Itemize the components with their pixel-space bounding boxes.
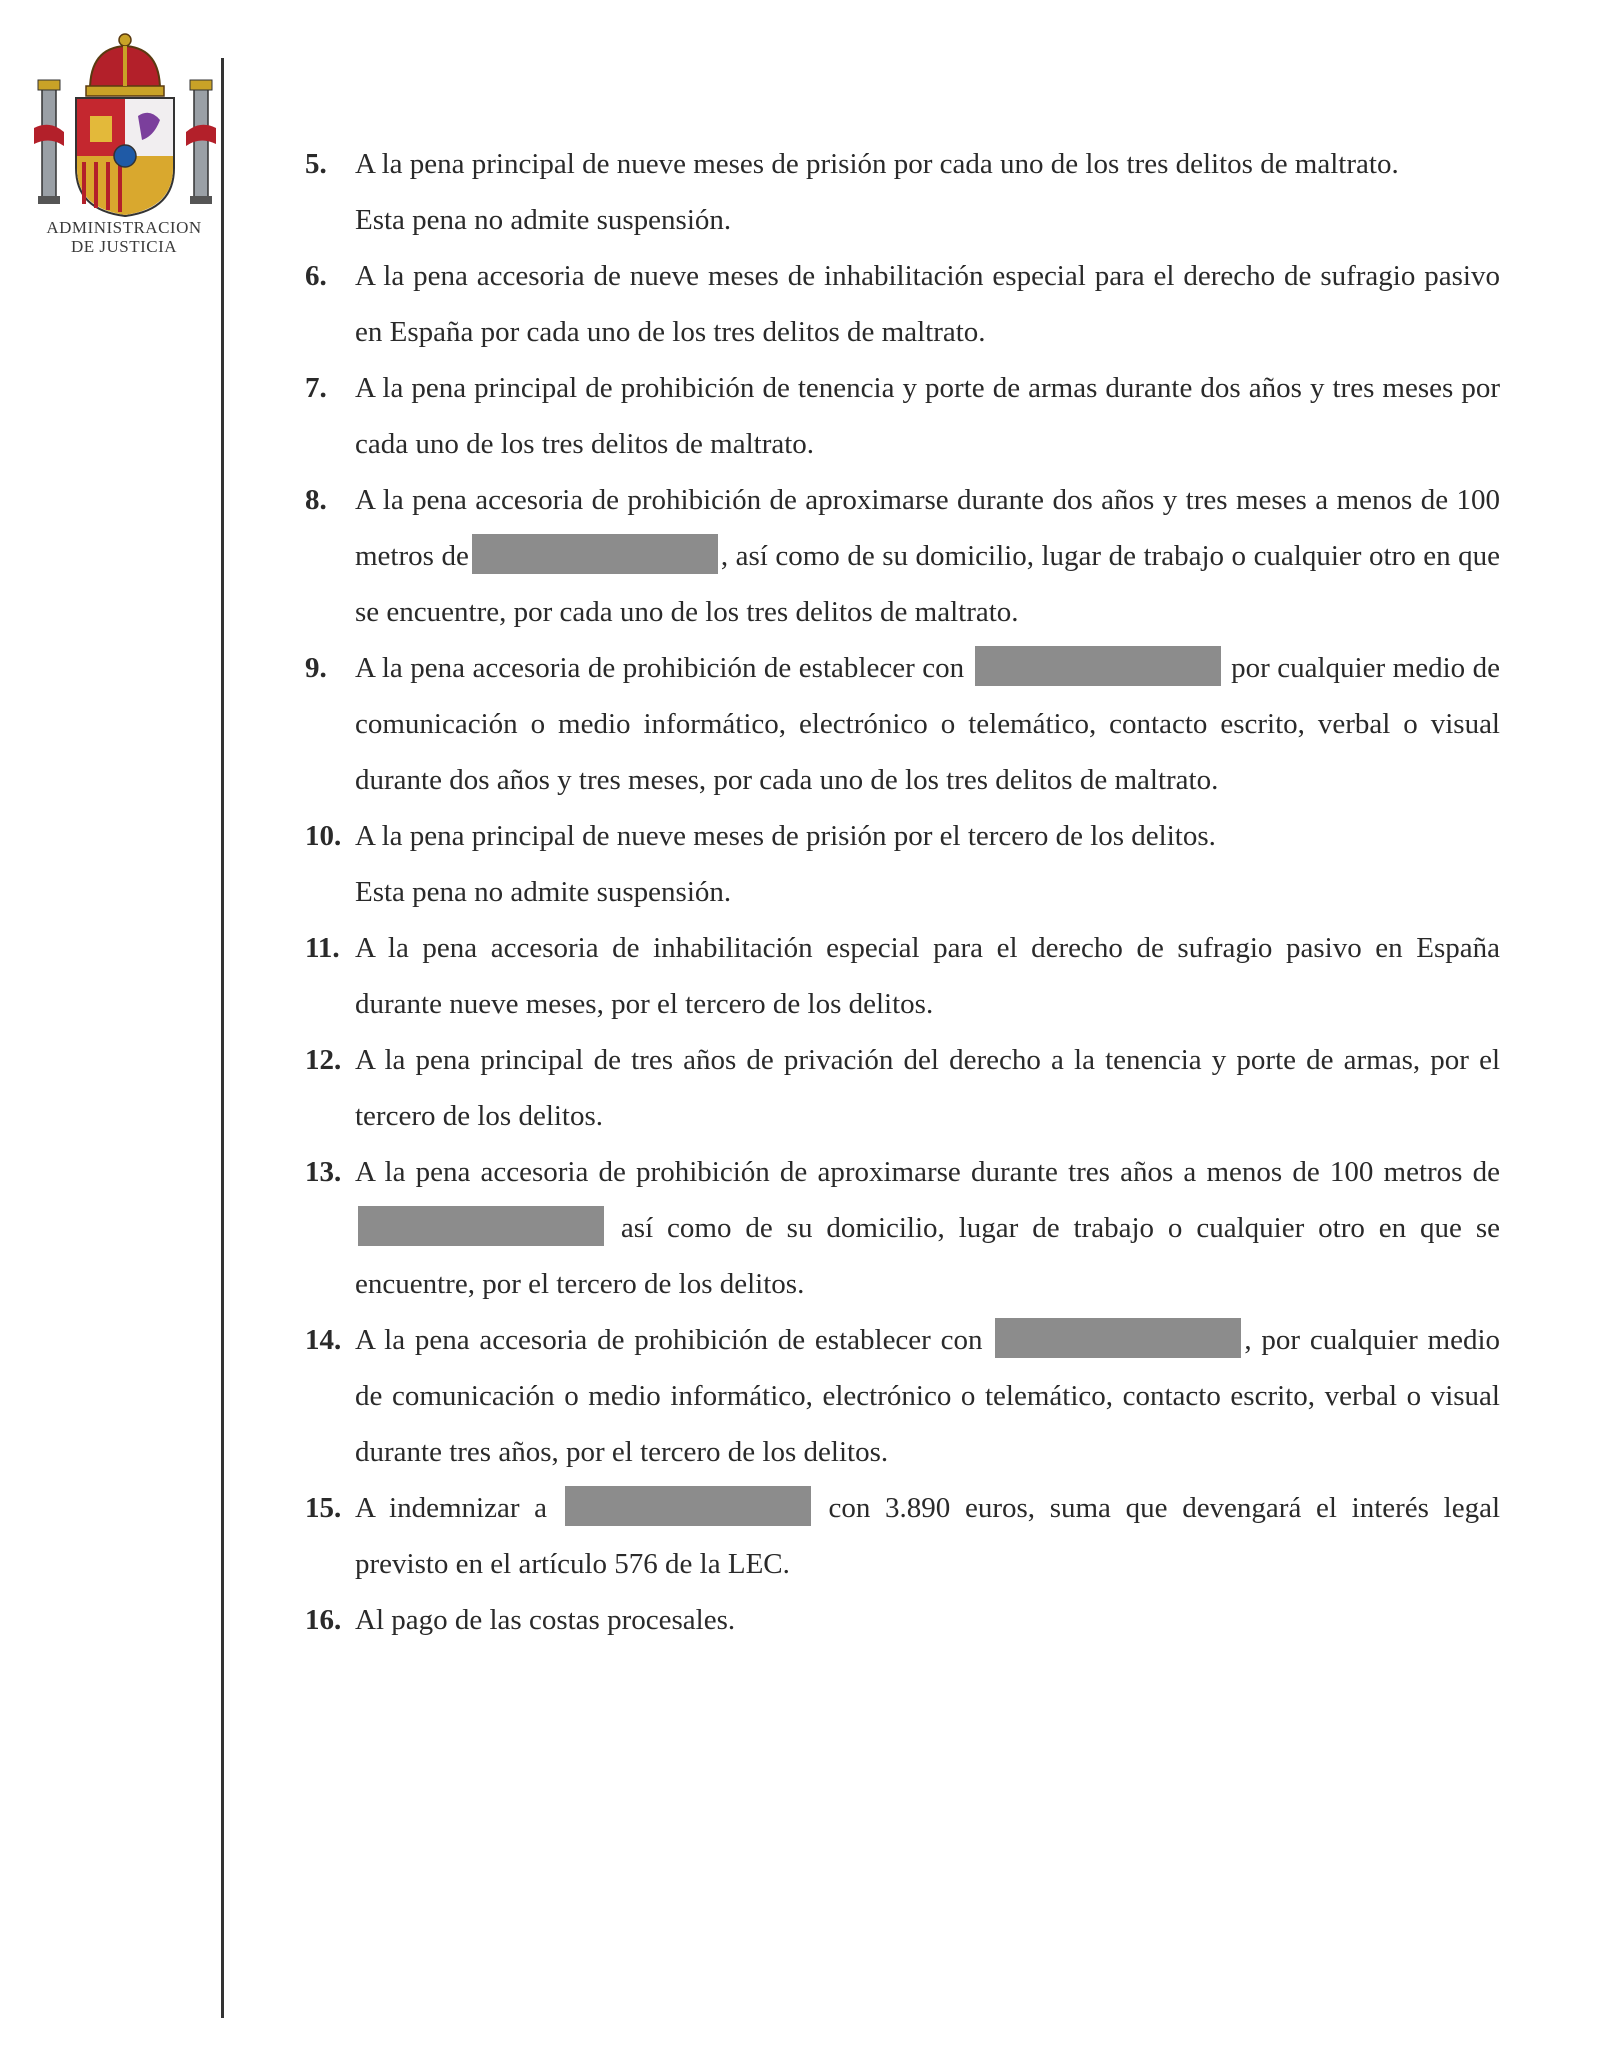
redaction-box bbox=[358, 1206, 604, 1246]
list-item-9 bbox=[305, 640, 1500, 808]
list-item-11 bbox=[305, 920, 1500, 1032]
item-text: Al pago de las costas procesales. bbox=[355, 1604, 736, 1636]
list-item-16 bbox=[305, 1592, 1500, 1648]
item-text: A la pena accesoria de inhabilitación especial para el derecho de sufragio pasivo en España durante nueve meses, por el tercero de los delitos. bbox=[355, 932, 1500, 1020]
item-text-end: así como de su domicilio, lugar de trabajo o cualquier otro en que se encuentre, por el tercero de los delitos. bbox=[355, 1212, 1500, 1300]
crest-caption-line2: DE JUSTICIA bbox=[70, 237, 178, 256]
item-text-start: A la pena accesoria de prohibición de aproximarse durante tres años a menos de 100 metros de bbox=[355, 1156, 1500, 1188]
item-number: 7. bbox=[305, 372, 327, 404]
item-text-end: con 3.890 euros, suma que devengará el interés legal previsto en el artículo 576 de la LEC. bbox=[355, 1492, 1500, 1580]
redaction-box bbox=[472, 534, 718, 574]
crest-caption bbox=[24, 218, 224, 256]
item-number: 9. bbox=[305, 652, 327, 684]
item-number: 5. bbox=[305, 148, 327, 180]
list-item-12 bbox=[305, 1032, 1500, 1144]
item-number: 16. bbox=[305, 1604, 342, 1636]
item-number: 13. bbox=[305, 1156, 342, 1188]
item-note: Esta pena no admite suspensión. bbox=[355, 204, 732, 236]
item-text-start: A la pena accesoria de prohibición de aproximarse durante dos años y tres meses a menos de 100 metros de bbox=[355, 484, 1500, 572]
item-text-start: A la pena accesoria de prohibición de establecer con bbox=[355, 1324, 983, 1356]
item-number: 15. bbox=[305, 1492, 342, 1524]
redaction-box bbox=[995, 1318, 1241, 1358]
crest-caption-line1: ADMINISTRACION bbox=[46, 218, 202, 237]
redaction-box bbox=[565, 1486, 811, 1526]
item-note: Esta pena no admite suspensión. bbox=[355, 876, 732, 908]
item-text: A la pena principal de tres años de privación del derecho a la tenencia y porte de armas, por el tercero de los delitos. bbox=[355, 1044, 1500, 1132]
item-text: A la pena principal de nueve meses de prisión por cada uno de los tres delitos de maltrato. bbox=[355, 148, 1399, 180]
list-item-15 bbox=[305, 1480, 1500, 1592]
sentence-items bbox=[305, 136, 1500, 1648]
list-item-14 bbox=[305, 1312, 1500, 1480]
list-item-7 bbox=[305, 360, 1500, 472]
margin-rule bbox=[221, 58, 224, 2018]
item-number: 8. bbox=[305, 484, 327, 516]
redaction-box bbox=[975, 646, 1221, 686]
item-text-start: A indemnizar a bbox=[355, 1492, 548, 1524]
item-number: 11. bbox=[305, 932, 340, 964]
item-number: 12. bbox=[305, 1044, 342, 1076]
list-item-10 bbox=[305, 808, 1500, 920]
list-item-6 bbox=[305, 248, 1500, 360]
list-item-5 bbox=[305, 136, 1500, 248]
item-number: 10. bbox=[305, 820, 342, 852]
list-item-8 bbox=[305, 472, 1500, 640]
item-text: A la pena principal de prohibición de tenencia y porte de armas durante dos años y tres meses por cada uno de los tres delitos de maltrato. bbox=[355, 372, 1500, 460]
item-text: A la pena accesoria de nueve meses de inhabilitación especial para el derecho de sufragio pasivo en España por cada uno de los tres delitos de maltrato. bbox=[355, 260, 1500, 348]
item-text-end: por cualquier medio de comunicación o medio informático, electrónico o telemático, contacto escrito, verbal o visual durante dos años y tres meses, por cada uno de los tres delitos de maltrato. bbox=[355, 652, 1500, 796]
item-text: A la pena principal de nueve meses de prisión por el tercero de los delitos. bbox=[355, 820, 1216, 852]
item-number: 14. bbox=[305, 1324, 342, 1356]
list-item-13 bbox=[305, 1144, 1500, 1312]
item-text-end: , así como de su domicilio, lugar de trabajo o cualquier otro en que se encuentre, por cada uno de los tres delitos de maltrato. bbox=[355, 540, 1500, 628]
item-text-start: A la pena accesoria de prohibición de establecer con bbox=[355, 652, 965, 684]
item-text-end: , por cualquier medio de comunicación o medio informático, electrónico o telemático, contacto escrito, verbal o visual durante tres años, por el tercero de los delitos. bbox=[355, 1324, 1501, 1468]
item-number: 6. bbox=[305, 260, 327, 292]
